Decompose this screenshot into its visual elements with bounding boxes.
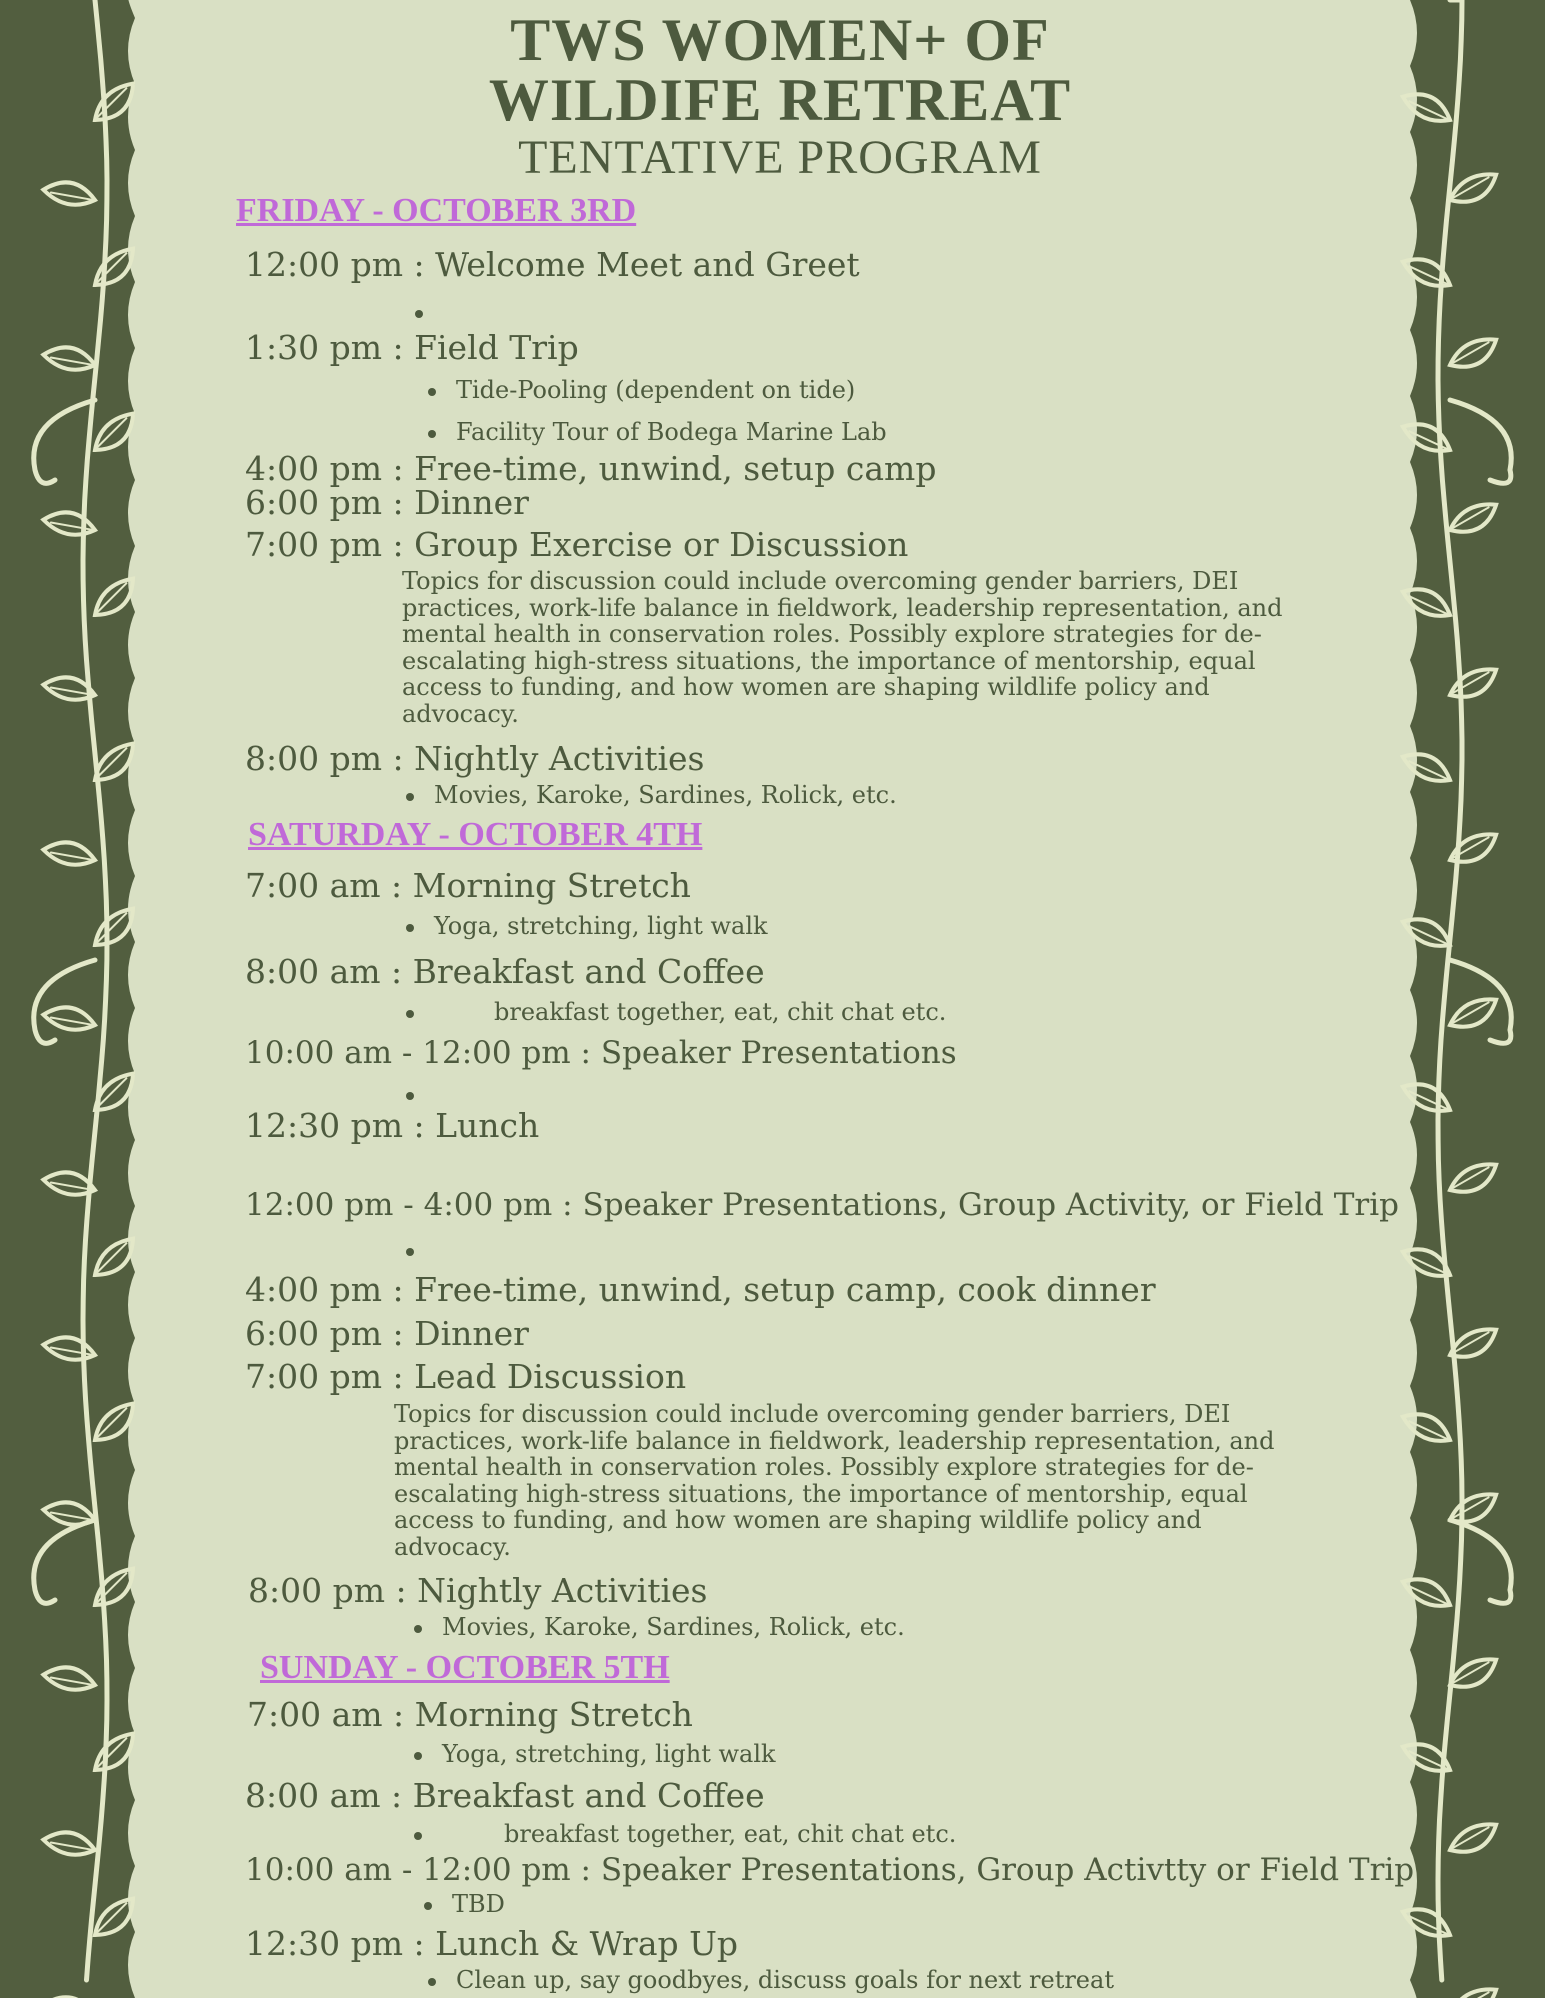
event-friday-discussion: 7:00 pm : Group Exercise or Discussion xyxy=(245,525,909,564)
bullet-text: Movies, Karoke, Sardines, Rolick, etc. xyxy=(434,781,897,809)
bullet-text: breakfast together, eat, chit chat etc. xyxy=(504,1820,957,1848)
bullet-text: TBD xyxy=(452,1890,505,1918)
event-friday-dinner: 6:00 pm : Dinner xyxy=(245,483,529,522)
paragraph-line: advocacy. xyxy=(394,1532,511,1561)
bullet-item xyxy=(414,1820,956,1848)
event-friday-free-time: 4:00 pm : Free-time, unwind, setup camp xyxy=(245,449,937,488)
bullet-item xyxy=(406,912,768,940)
bullet-text: Yoga, stretching, light walk xyxy=(434,912,768,940)
discussion-description xyxy=(402,568,1322,727)
bullet-item xyxy=(428,418,887,446)
paragraph-line: Topics for discussion could include overcoming gender barriers, DEI xyxy=(394,1400,1231,1428)
subtitle: TENTATIVE PROGRAM xyxy=(518,131,1042,184)
paragraph-line: Topics for discussion could include overcoming gender barriers, DEI xyxy=(402,567,1239,595)
day-heading-sunday: SUNDAY - OCTOBER 5TH xyxy=(260,1649,670,1686)
bullet-text: Movies, Karoke, Sardines, Rolick, etc. xyxy=(442,1613,905,1641)
empty-bullet xyxy=(406,1236,434,1264)
event-saturday-breakfast: 8:00 am : Breakfast and Coffee xyxy=(245,952,765,991)
event-saturday-stretch: 7:00 am : Morning Stretch xyxy=(245,866,691,905)
bullet-item xyxy=(424,1890,505,1918)
empty-bullet xyxy=(406,1080,434,1108)
bullet-item xyxy=(428,376,855,404)
title-line-2: WILDIFE RETREAT xyxy=(488,67,1072,133)
day-heading-saturday: SATURDAY - OCTOBER 4TH xyxy=(248,816,703,853)
discussion-description xyxy=(394,1401,1314,1560)
event-friday-field-trip: 1:30 pm : Field Trip xyxy=(245,328,579,367)
paragraph-line: access to funding, and how women are shaping wildlife policy and xyxy=(394,1506,1202,1534)
paragraph-line: access to funding, and how women are shaping wildlife policy and xyxy=(402,673,1210,701)
bullet-item xyxy=(428,1966,1114,1994)
bullet-text: Yoga, stretching, light walk xyxy=(442,1740,776,1768)
title-line-1: TWS WOMEN+ OF xyxy=(510,7,1050,73)
event-saturday-speakers: 10:00 am - 12:00 pm : Speaker Presentations xyxy=(245,1035,957,1071)
paragraph-line: mental health in conservation roles. Possibly explore strategies for de- xyxy=(402,620,1262,648)
empty-bullet xyxy=(415,298,443,326)
event-saturday-lunch: 12:30 pm : Lunch xyxy=(245,1106,540,1145)
event-saturday-discussion: 7:00 pm : Lead Discussion xyxy=(245,1357,687,1396)
paragraph-line: practices, work-life balance in fieldwork, leadership representation, and xyxy=(402,593,1283,622)
bullet-item xyxy=(414,1613,905,1641)
paragraph-line: advocacy. xyxy=(402,699,519,728)
event-saturday-free-time: 4:00 pm : Free-time, unwind, setup camp, cook dinner xyxy=(245,1270,1156,1309)
paragraph-line: mental health in conservation roles. Possibly explore strategies for de- xyxy=(394,1453,1254,1481)
event-sunday-lunch: 12:30 pm : Lunch & Wrap Up xyxy=(245,1924,739,1963)
paragraph-line: escalating high-stress situations, the importance of mentorship, equal xyxy=(402,646,1256,675)
event-friday-nightly: 8:00 pm : Nightly Activities xyxy=(245,739,705,778)
bullet-text: Tide-Pooling (dependent on tide) xyxy=(456,376,856,404)
bullet-item xyxy=(414,1740,776,1768)
bullet-text: Facility Tour of Bodega Marine Lab xyxy=(456,418,887,446)
paragraph-line: practices, work-life balance in fieldwork, leadership representation, and xyxy=(394,1426,1275,1455)
paragraph-line: escalating high-stress situations, the importance of mentorship, equal xyxy=(394,1479,1248,1508)
event-sunday-speakers: 10:00 am - 12:00 pm : Speaker Presentations, Group Activtty or Field Trip xyxy=(245,1852,1415,1888)
event-saturday-afternoon: 12:00 pm - 4:00 pm : Speaker Presentations, Group Activity, or Field Trip xyxy=(245,1187,1399,1223)
event-sunday-stretch: 7:00 am : Morning Stretch xyxy=(247,1695,693,1734)
event-friday-welcome: 12:00 pm : Welcome Meet and Greet xyxy=(245,245,860,284)
event-saturday-nightly: 8:00 pm : Nightly Activities xyxy=(248,1571,708,1610)
bullet-text: breakfast together, eat, chit chat etc. xyxy=(494,998,947,1026)
bullet-item xyxy=(406,998,946,1026)
day-heading-friday: FRIDAY - OCTOBER 3RD xyxy=(236,192,637,229)
event-sunday-breakfast: 8:00 am : Breakfast and Coffee xyxy=(245,1776,765,1815)
bullet-item xyxy=(406,781,897,809)
bullet-text: Clean up, say goodbyes, discuss goals for next retreat xyxy=(456,1966,1114,1994)
event-saturday-dinner: 6:00 pm : Dinner xyxy=(245,1314,529,1353)
